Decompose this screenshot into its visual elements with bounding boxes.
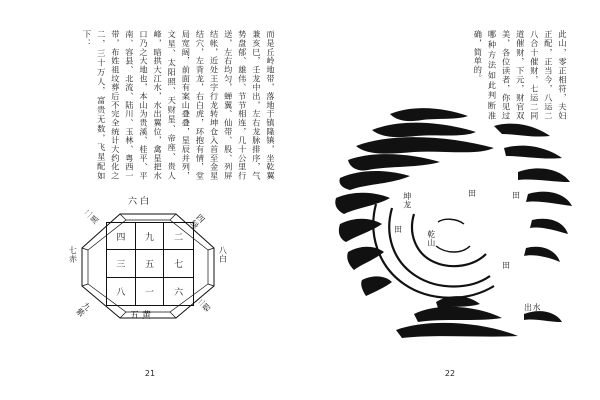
landform-label-qian-shan: 乾山 (426, 230, 436, 247)
nine-star-diagram (46, 196, 256, 336)
diagram-label-bottom-right: 三碧 (194, 295, 213, 314)
landform-label-tian-3: 田 (394, 225, 403, 234)
grid-cell: 三 (107, 250, 136, 277)
diagram-label-bottom: 五黄 (130, 311, 155, 321)
left-page-body-text: 而是丘岭地带，落地于镇隆镇，坐乾翼兼亥巳，壬龙中出，左右龙脉排序，气势盘郁、雄伟、节节相连，几十公里行送，左右均匀，蝉翼、仙带、股、列屏结帐，近处王字行龙转坤仓入首至金星结穴，左背龙，右白虎，环抱有情，堂局宽阔，前面有案山叠叠，星辰并列，文星、太阳照、天财星、帝座、贵人峰，暗拱大江水，水出翼位，禽星把水口乃之大地也，本山为贵溪、桂平、平南、容县、北流、陆川、玉林、粤西一带，布姓祖坟葬后不完全统计大约化之二，三十万人，富贵无数，飞星配如下： (82, 30, 276, 180)
page-number-left: 21 (144, 369, 156, 378)
landform-label-tian-4: 田 (502, 261, 511, 270)
diagram-label-top-right: 四绿 (188, 212, 207, 231)
diagram-label-top: 六白 (128, 197, 153, 207)
grid-cell: 一 (136, 278, 165, 305)
grid-cell: 二 (164, 223, 193, 250)
luopan-ring (68, 197, 228, 332)
right-page (300, 0, 600, 400)
grid-cell: 六 (174, 287, 184, 298)
landform-label-kun-long: 坤龙 (402, 192, 412, 209)
right-page-body-text: 此山，零正相符，夫妇正配，正当今，八运二八合十催财，七运二同道催财，下元，财官双美，各位读者，你见过哪种方法如此判断准确，简单的。 (473, 30, 568, 120)
grid-cell: 七 (164, 250, 193, 277)
grid-cell: 五 (136, 250, 165, 277)
grid-cell: 八 (107, 278, 136, 305)
diagram-label-left: 七赤 (68, 246, 78, 263)
grid-cell: 四 (107, 223, 136, 250)
landform-illustration (318, 96, 580, 348)
landform-label-tian-2: 田 (512, 191, 521, 200)
diagram-label-bottom-left: 九紫 (74, 300, 93, 319)
landform-label-tian-1: 田 (468, 189, 477, 198)
luoshu-grid (106, 222, 194, 306)
diagram-label-top-left: 二黑 (82, 207, 101, 226)
page-number-right: 22 (444, 369, 456, 378)
diagram-label-right: 八白 (218, 246, 228, 263)
grid-cell: 九 (136, 223, 165, 250)
landform-label-chu-shui: 出水 (524, 303, 541, 312)
